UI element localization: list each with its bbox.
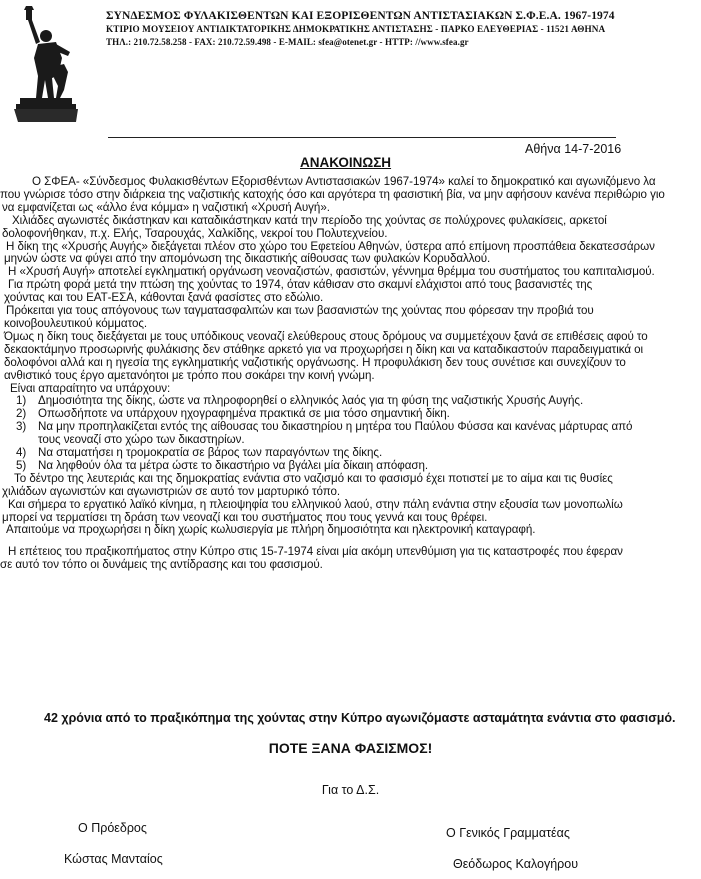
text-line: ανθιστικό τους έργο αμετανόητοι με τρόπο που σοκάρει την κοινή γνώμη. [4, 368, 375, 382]
text-line: σε αυτό τον τόπο οι δυνάμεις της αντίδρασης και του φασισμού. [0, 558, 323, 572]
document-title: ΑΝΑΚΟΙΝΩΣΗ [300, 155, 392, 170]
header-divider [108, 137, 616, 138]
text-line: Η δίκη της «Χρυσής Αυγής» διεξάγεται πλέον στο χώρο του Εφετείου Αθηνών, ύστερα από επίμονη προσπάθεια δεκατεσσάρων [6, 239, 655, 253]
text-line: μηνών ώστε να φύγει από την απομόνωση της δικαστικής αίθουσας των φυλακών Κορυδαλλού. [4, 252, 491, 266]
text-line: Και σήμερα το εργατικό λαϊκό κίνημα, η πλειοψηφία του ελληνικού λαού, στην πάλη ενάντια στην εξουσία των μονοπωλίω [8, 497, 623, 511]
text-line: να εμφανίζεται ως «άλλο ένα κόμμα» η ναζιστική «Χρυσή Αυγή». [2, 200, 330, 214]
list-number: 1) [16, 394, 27, 408]
text-line: Το δέντρο της λευτεριάς και της δημοκρατίας ενάντια στο ναζισμό και το φασισμό έχει ποτιστεί με το αίμα και τις θυσίες [14, 471, 613, 485]
document-date: Αθήνα 14-7-2016 [525, 142, 622, 156]
list-text: Να μην προπηλακίζεται εντός της αίθουσας του δικαστηρίου η μητέρα του Παύλου Φύσσα και κανένας μάρτυρας από [38, 420, 633, 434]
text-line: Χιλιάδες αγωνιστές δικάστηκαν και καταδικάστηκαν κατά την περίοδο της χούντας σε πολύχρονες φυλακίσεις, αρκετοί [12, 213, 607, 227]
text-line: Όμως η δίκη τους διεξάγεται με τους υπόδικους νεοναζί ελεύθερους στους δρόμους να συμμετέχουν ξανά σε επιθέσεις αφού το [4, 329, 648, 343]
organization-contacts: ΤΗΛ.: 210.72.58.258 - FAX: 210.72.59.498 - E-MAIL: sfea@otenet.gr - HTTP: //www.sfea.gr [106, 37, 469, 47]
text-line: Είναι απαραίτητο να υπάρχουν: [10, 381, 171, 395]
text-line: που γνώρισε τόσο στην διάρκεια της ναζιστικής κατοχής όσο και αργότερα τη φασιστική βία, να μην αφήσουν κανένα περιθώριο γιο [0, 187, 665, 201]
closing-statement: 42 χρόνια από το πραξικόπημα της χούντας στην Κύπρο αγωνιζόμαστε ασταμάτητα ενάντια στο φασισμό. [44, 711, 676, 725]
text-line: Απαιτούμε να προχωρήσει η δίκη χωρίς κωλυσιεργία με πλήρη δημοσιότητα και ηλεκτρονική καταγραφή. [6, 523, 536, 537]
secretary-name: Θεόδωρος Καλογήρου [453, 857, 579, 871]
text-line: μπορεί να τερματίσει τη δράση των νεοναζί και του συστήματος που τους γεννά και τους θρέφει. [2, 510, 488, 524]
monument-logo-icon [12, 6, 86, 124]
text-line: χούντας και του ΕΑΤ-ΕΣΑ, κάθονται ξανά φασίστες στο εδώλιο. [4, 291, 324, 305]
list-text: τους νεοναζί στο χώρο των δικαστηρίων. [38, 433, 245, 447]
text-line: Για πρώτη φορά μετά την πτώση της χούντας το 1974, όταν κάθισαν στο σκαμνί ελάχιστοι από τους βασανιστές της [8, 278, 593, 292]
slogan: ΠΟΤΕ ΞΑΝΑ ΦΑΣΙΣΜΟΣ! [268, 740, 433, 756]
requirements-list [0, 395, 701, 472]
text-line: δολοφονήθηκαν, π.χ. Ελής, Τσαρουχάς, Χαλκίδης, νεκροί του Πολυτεχνείου. [2, 226, 388, 240]
list-item [16, 460, 701, 473]
text-line: δολοφόνοι αλλά και η ηγεσία της εγκληματικής ναζιστικής οργάνωσης. Η προφυλάκιση δεν τους συνέτισε και συνεχίζουν το [4, 355, 626, 369]
text-line: Η επέτειος του πραξικοπήματος στην Κύπρο στις 15-7-1974 είναι μία ακόμη υπενθύμιση για τις καταστροφές που έφεραν [8, 545, 623, 559]
list-number: 3) [16, 420, 27, 434]
list-number: 4) [16, 446, 27, 460]
list-item [16, 447, 701, 460]
text-line: Η «Χρυσή Αυγή» αποτελεί εγκληματική οργάνωση νεοναζιστών, φασιστών, γέννημα θρέμμα του συστήματος του καπιταλισμού. [8, 265, 655, 279]
list-text: Να ληφθούν όλα τα μέτρα ώστε το δικαστήριο να βγάλει μία δίκαιη απόφαση. [38, 458, 429, 472]
secretary-title: Ο Γενικός Γραμματέας [446, 826, 570, 840]
list-text: Δημοσιότητα της δίκης, ώστε να πληροφορηθεί ο ελληνικός λαός για τη φύση της ναζιστικής Χρυσής Αυγής. [38, 394, 584, 408]
text-line: δεκαοκτάμηνο προσωρινής φυλάκισης δεν στάθηκε αρκετό για να προχωρήσει η δίκη και να καταδικαστούν παραδειγματικά οι [4, 342, 644, 356]
letterhead [106, 10, 666, 49]
list-number: 5) [16, 458, 27, 472]
text-line: χιλιάδων αγωνιστών και αγωνιστριών σε αυτό τον μαρτυρικό τόπο. [2, 484, 341, 498]
organization-name: ΣΥΝΔΕΣΜΟΣ ΦΥΛΑΚΙΣΘΕΝΤΩΝ ΚΑΙ ΕΞΟΡΙΣΘΕΝΤΩΝ ΑΝΤΙΣΤΑΣΙΑΚΩΝ Σ.Φ.Ε.Α. 1967-1974 [106, 10, 615, 22]
announcement-body [0, 176, 701, 572]
signature-heading: Για το Δ.Σ. [321, 783, 380, 797]
organization-address: ΚΤΙΡΙΟ ΜΟΥΣΕΙΟΥ ΑΝΤΙΔΙΚΤΑΤΟΡΙΚΗΣ ΔΗΜΟΚΡΑΤΙΚΗΣ ΑΝΤΙΣΤΑΣΗΣ - ΠΑΡΚΟ ΕΛΕΥΘΕΡΙΑΣ - 11521 ΑΘΗΝΑ [106, 24, 606, 34]
president-name: Κώστας Μανταίος [64, 852, 163, 866]
list-text: Οπωσδήποτε να υπάρχουν ηχογραφημένα πρακτικά σε μια τόσο σημαντική δίκη. [38, 407, 450, 421]
president-title: Ο Πρόεδρος [78, 821, 147, 835]
text-line: κοινοβουλευτικού κόμματος. [4, 316, 148, 330]
text-line: Πρόκειται για τους απόγονους των ταγματασφαλιτών και των βασανιστών της χούντας που φόρεσαν την προβιά του [6, 304, 594, 318]
list-text: Να σταματήσει η τρομοκρατία σε βάρος των παραγόντων της δίκης. [38, 446, 383, 460]
text-line: Ο ΣΦΕΑ- «Σύνδεσμος Φυλακισθέντων Εξορισθέντων Αντιστασιακών 1967-1974» καλεί το δημοκρατικό και αγωνιζόμενο λα [32, 175, 656, 188]
list-number: 2) [16, 407, 27, 421]
